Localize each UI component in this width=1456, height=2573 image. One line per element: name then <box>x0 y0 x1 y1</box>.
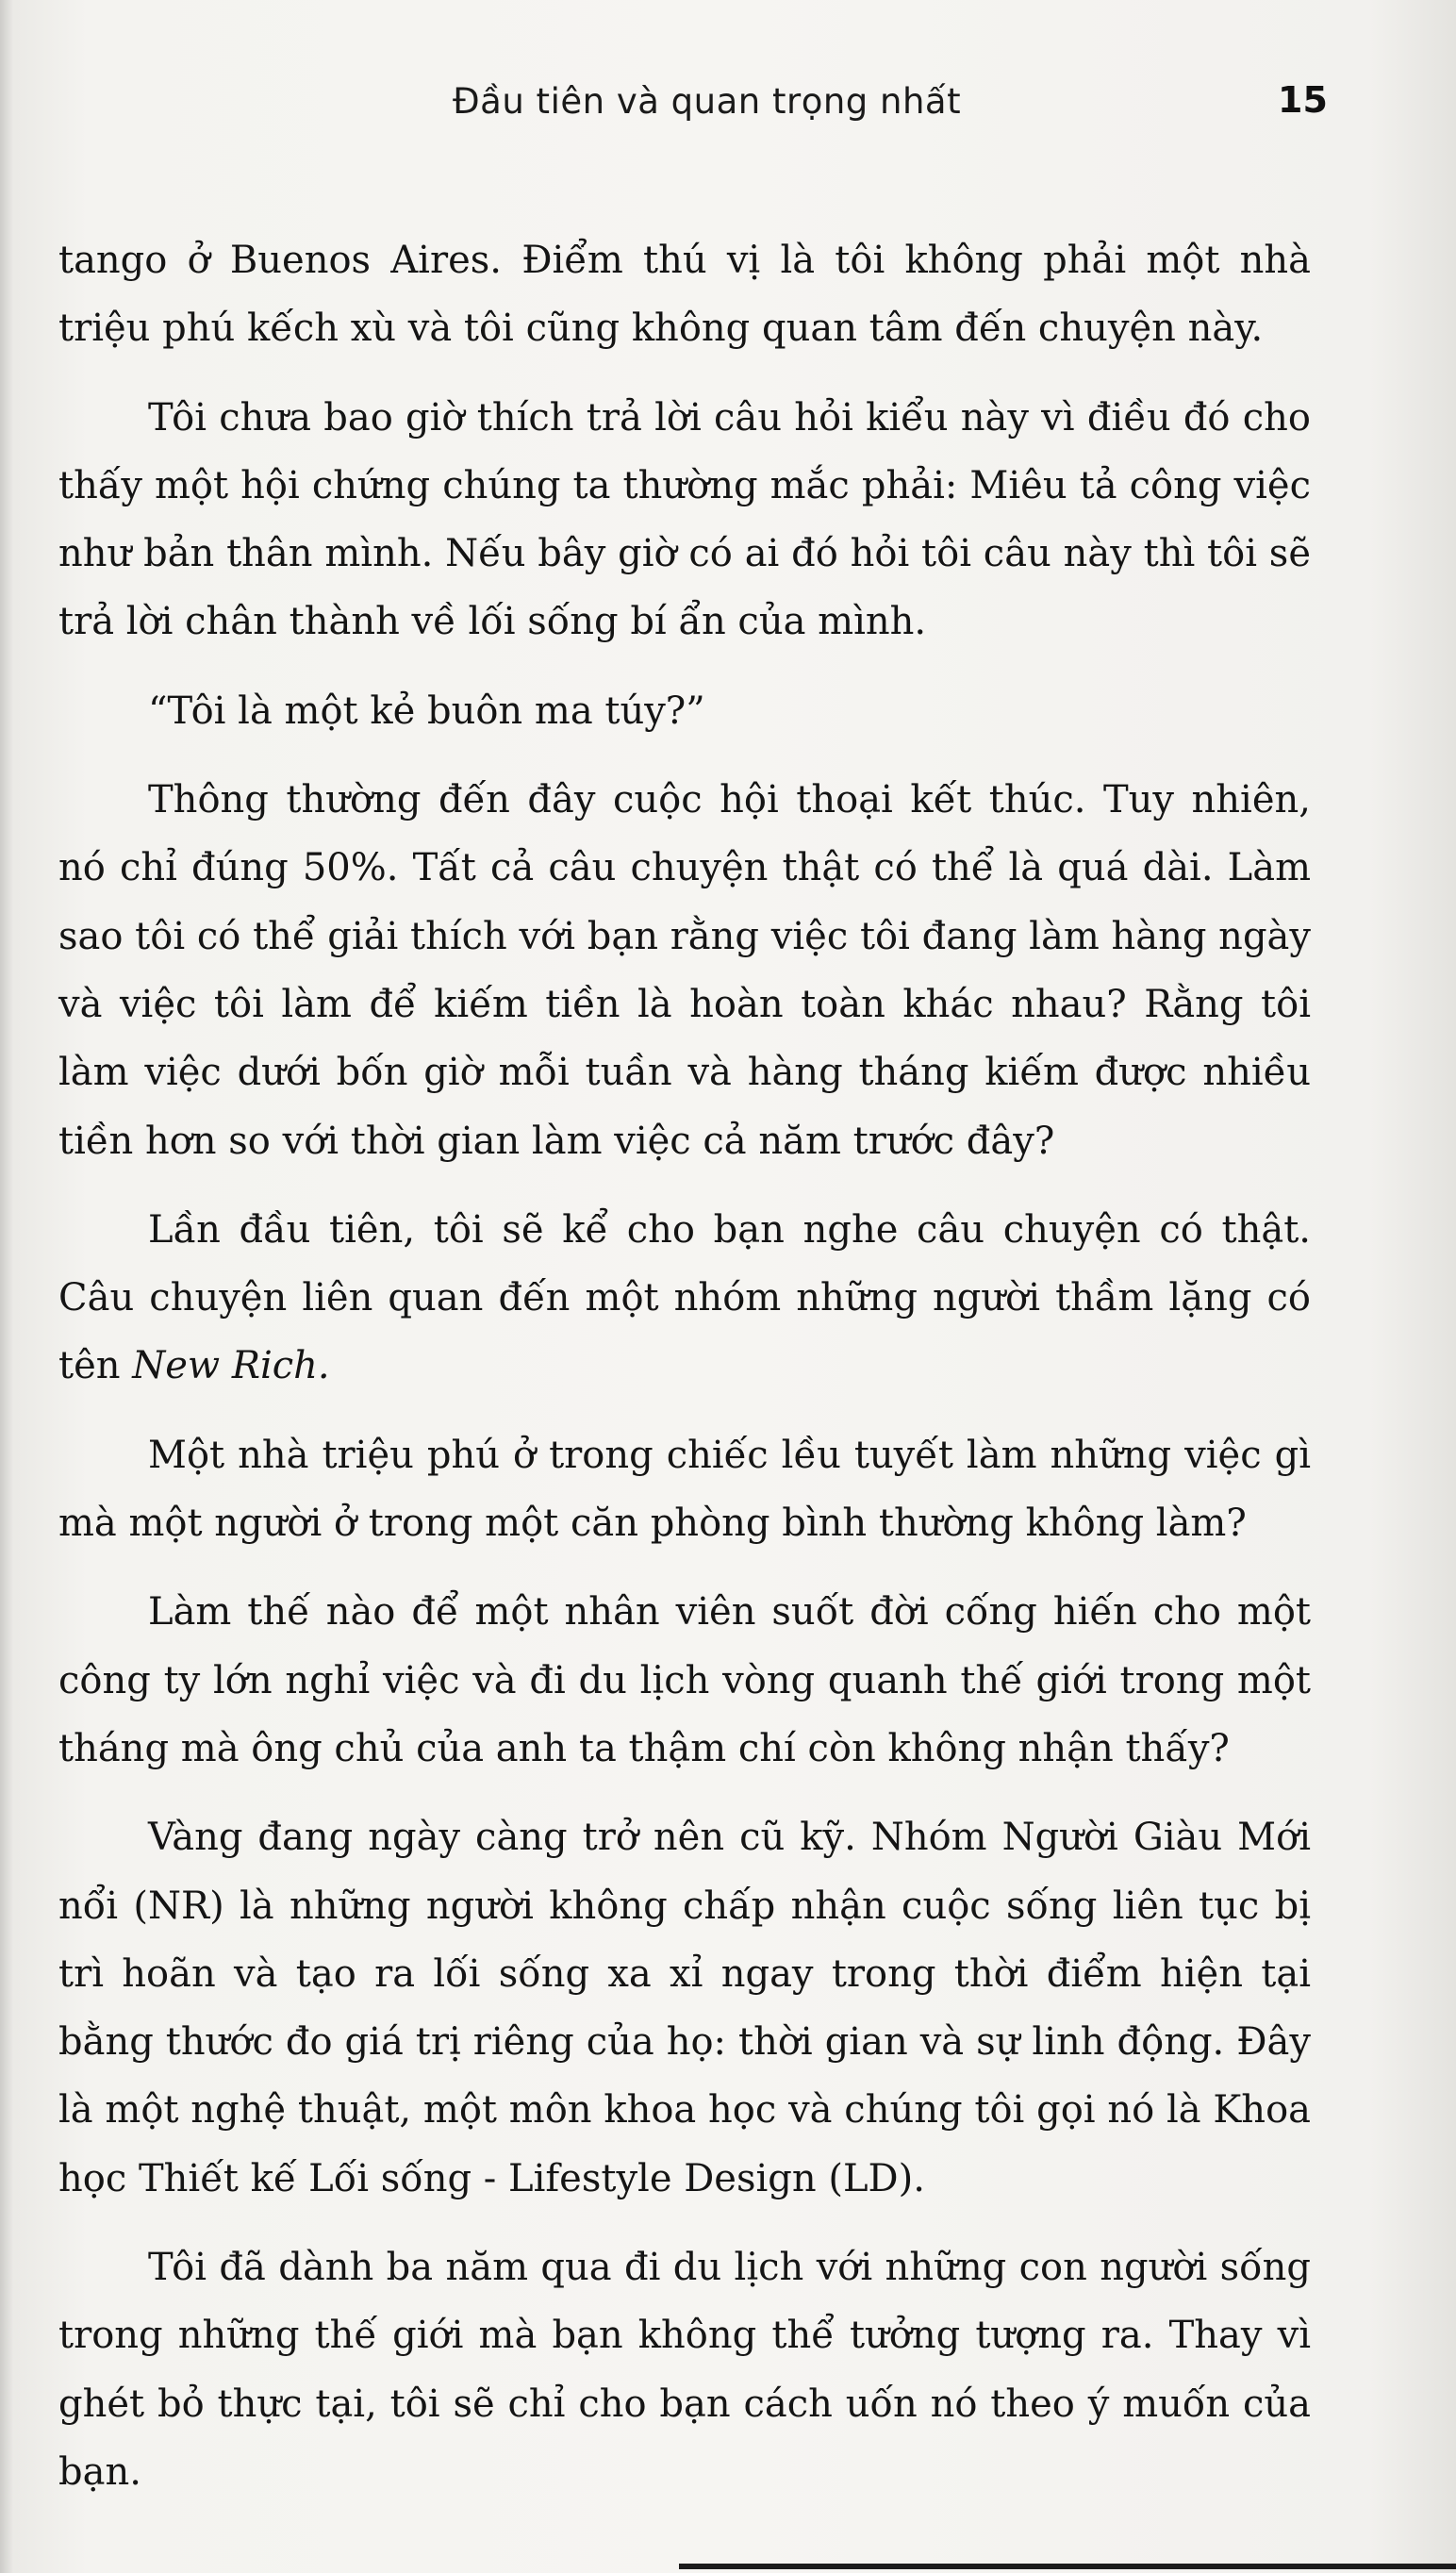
paragraph-4: Thông thường đến đây cuộc hội thoại kết thúc. Tuy nhiên, nó chỉ đúng 50%. Tất cả câu chuyện thật có thể là quá dài. Làm sao tôi có thể giải thích với bạn rằng việc tôi đang làm hàng ngày và việc tôi làm để kiếm tiền là hoàn toàn khác nhau? Rằng tôi làm việc dưới bốn giờ mỗi tuần và hàng tháng kiếm được nhiều tiền hơn so với thời gian làm việc cả năm trước đây? <box>58 778 1311 1163</box>
bottom-edge-rule <box>679 2564 1456 2569</box>
paragraph-new-rich <box>58 1196 1311 1401</box>
paragraph-new-rich-text: Lần đầu tiên, tôi sẽ kể cho bạn nghe câu chuyện có thật. Câu chuyện liên quan đến một nhóm những người thầm lặng có tên <box>58 1207 1311 1388</box>
paragraph-7: Làm thế nào để một nhân viên suốt đời cống hiến cho một công ty lớn nghỉ việc và đi du lịch vòng quanh thế giới trong một tháng mà ông chủ của anh ta thậm chí còn không nhận thấy? <box>58 1590 1311 1770</box>
paragraph-9: Tôi đã dành ba năm qua đi du lịch với những con người sống trong những thế giới mà bạn không thể tưởng tượng ra. Thay vì ghét bỏ thực tại, tôi sẽ chỉ cho bạn cách uốn nó theo ý muốn của bạn. <box>58 2246 1311 2494</box>
paragraph-2: Tôi chưa bao giờ thích trả lời câu hỏi kiểu này vì điều đó cho thấy một hội chứng chúng ta thường mắc phải: Miêu tả công việc như bản thân mình. Nếu bây giờ có ai đó hỏi tôi câu này thì tôi sẽ trả lời chân thành về lối sống bí ẩn của mình. <box>58 395 1311 644</box>
paragraph-6: Một nhà triệu phú ở trong chiếc lều tuyết làm những việc gì mà một người ở trong một căn phòng bình thường không làm? <box>58 1433 1311 1546</box>
paragraph-1: tango ở Buenos Aires. Điểm thú vị là tôi không phải một nhà triệu phú kếch xù và tôi cũng không quan tâm đến chuyện này. <box>58 239 1311 351</box>
chapter-title: Đầu tiên và quan trọng nhất <box>453 81 962 122</box>
page-number: 15 <box>1278 79 1328 121</box>
new-rich-term: New Rich. <box>132 1344 330 1388</box>
spine-shadow <box>0 0 13 2573</box>
running-header <box>0 81 1456 134</box>
paragraph-quote: “Tôi là một kẻ buôn ma túy?” <box>148 689 705 733</box>
body-text <box>58 226 1311 2527</box>
paragraph-8: Vàng đang ngày càng trở nên cũ kỹ. Nhóm Người Giàu Mới nổi (NR) là những người không chấp nhận cuộc sống liên tục bị trì hoãn và tạo ra lối sống xa xỉ ngay trong thời điểm hiện tại bằng thước đo giá trị riêng của họ: thời gian và sự linh động. Đây là một nghệ thuật, một môn khoa học và chúng tôi gọi nó là Khoa học Thiết kế Lối sống - Lifestyle Design (LD). <box>58 1816 1311 2200</box>
